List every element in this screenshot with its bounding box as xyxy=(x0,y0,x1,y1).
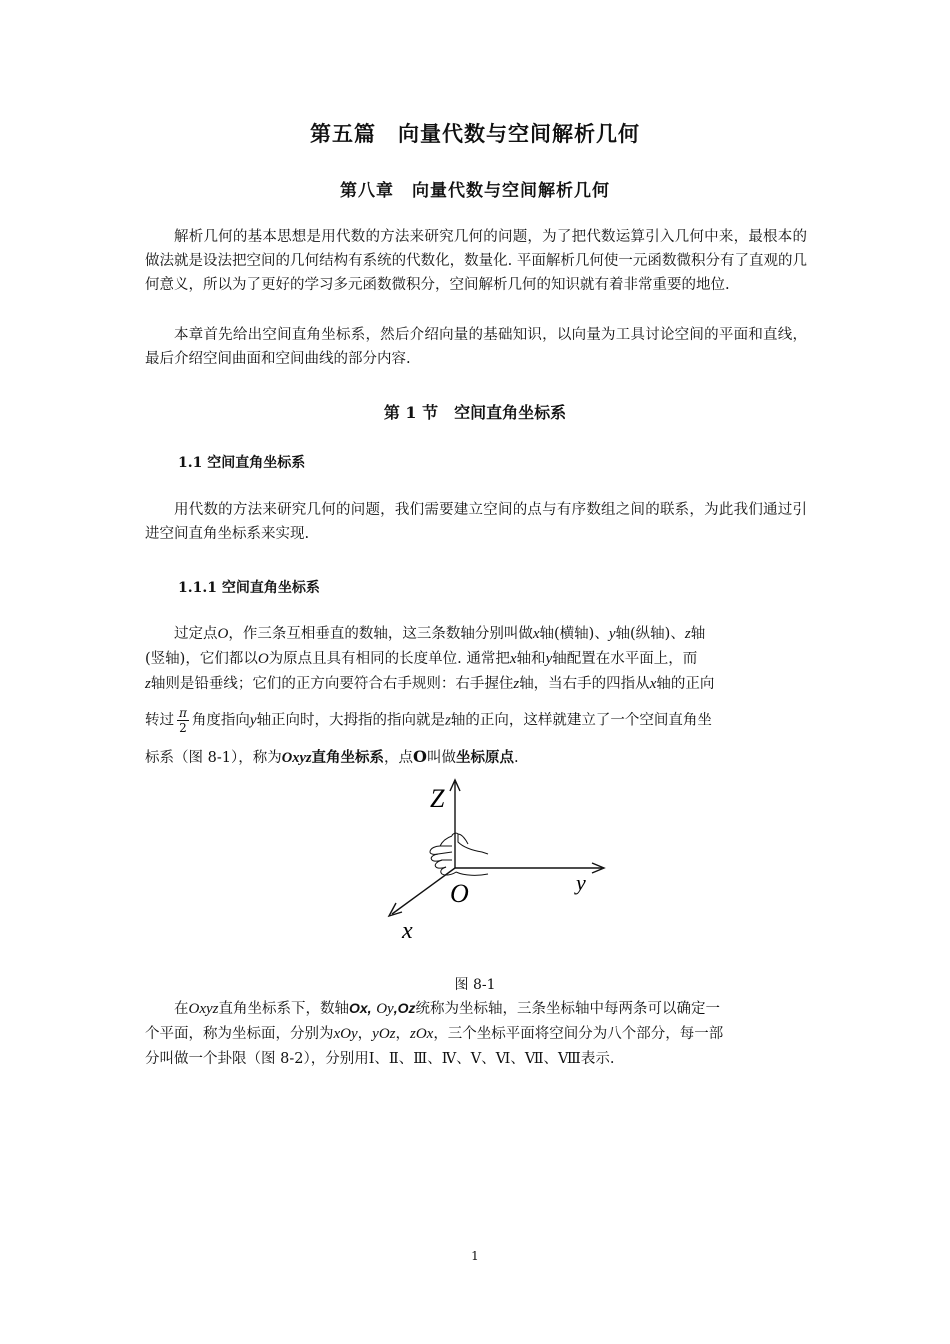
math-x: x xyxy=(532,626,540,642)
origin-label: O xyxy=(450,879,469,908)
part-title: 第五篇 向量代数与空间解析几何 xyxy=(310,121,640,146)
right-hand-icon xyxy=(430,833,488,875)
text-run: 为原点且具有相同的长度单位. 通常把 xyxy=(268,651,510,667)
math-Ox: Ox, xyxy=(349,1000,372,1016)
math-O: O xyxy=(257,651,269,667)
section-title: 第 1 节 空间直角坐标系 xyxy=(383,403,567,422)
math-zOx: zOx xyxy=(409,1026,434,1042)
page-number: 1 xyxy=(471,1249,479,1263)
math-z: z xyxy=(513,676,520,692)
math-x: x xyxy=(649,676,657,692)
text-run: . xyxy=(513,750,519,766)
para3-line-5 xyxy=(145,746,807,767)
para4-line-2 xyxy=(145,1022,807,1043)
subsection-paragraph: 用代数的方法来研究几何的问题，我们需要建立空间的点与有序数组之间的联系，为此我们通过引进空间直角坐标系来实现. xyxy=(145,502,807,542)
math-z: z xyxy=(145,676,151,692)
figure-caption: 图 8-1 xyxy=(454,977,496,993)
text-run: 过定点 xyxy=(174,626,218,642)
math-O: O xyxy=(217,626,229,642)
text-run: 轴(横轴)、 xyxy=(539,626,609,642)
math-y: y xyxy=(545,651,553,667)
text-run: (竖轴)，它们都以 xyxy=(145,651,258,667)
math-Oxyz-bold: Oxyz xyxy=(281,750,312,766)
text-run: 在 xyxy=(174,1001,189,1017)
para3-line-3 xyxy=(145,672,807,693)
para3-line-1 xyxy=(145,622,807,643)
text-run: 轴的正向，这样就建立了一个空间直角坐 xyxy=(450,712,712,729)
fraction-denominator: 2 xyxy=(179,721,187,735)
text-run: 轴的正向 xyxy=(656,676,715,692)
para3-line-4 xyxy=(145,706,807,735)
fraction-numerator: π xyxy=(179,706,187,720)
text-run: 轴则是铅垂线；它们的正方向要符合右手规则：右手握住 xyxy=(150,676,514,692)
math-y: y xyxy=(249,712,257,729)
intro-paragraph-1: 解析几何的基本思想是用代数的方法来研究几何的问题，为了把代数运算引入几何中来，最根本的做法就是设法把空间的几何结构有系统的代数化，数量化. 平面解析几何使一元函数微积分有了直观的几何意义，所以为了更好的学习多元函数微积分，空间解析几何的知识就有着非常重要的地位. xyxy=(145,229,807,293)
term-coordinate-system: 直角坐标系 xyxy=(311,749,385,766)
text-run: 直角坐标系下，数轴 xyxy=(218,1001,349,1017)
text-run: 轴和 xyxy=(516,651,546,667)
text-run: ， xyxy=(357,1026,373,1042)
para3-line-2 xyxy=(145,647,807,668)
math-x: x xyxy=(509,651,517,667)
text-run: 轴正向时，大拇指的指向就是 xyxy=(256,712,446,729)
text-run: 转过 xyxy=(145,712,174,729)
math-Oy: Oy xyxy=(376,1001,394,1017)
fraction-pi-over-2 xyxy=(177,706,189,735)
text-run: 叫做 xyxy=(426,750,456,766)
subsubsection-title: 1.1.1 空间直角坐标系 xyxy=(178,580,320,596)
text-run: 轴(纵轴)、 xyxy=(615,626,685,642)
para4-line-1 xyxy=(145,997,807,1018)
text-run: ，点 xyxy=(384,750,414,766)
term-origin: 坐标原点 xyxy=(455,749,514,766)
axis-label-z: Z xyxy=(430,784,445,813)
figure-8-1 xyxy=(370,772,620,950)
intro-paragraph-2: 本章首先给出空间直角坐标系，然后介绍向量的基础知识，以向量为工具讨论空间的平面和直线，最后介绍空间曲面和空间曲线的部分内容. xyxy=(145,327,807,367)
text-run: 轴配置在水平面上，而 xyxy=(552,651,698,667)
text-run: 角度指向 xyxy=(191,712,250,729)
text-run: 轴，当右手的四指从 xyxy=(519,676,650,692)
text-run: 个平面，称为坐标面，分别为 xyxy=(145,1026,334,1042)
para4-line-3: 分叫做一个卦限（图 8-2），分别用Ⅰ、Ⅱ、Ⅲ、Ⅳ、Ⅴ、Ⅵ、Ⅶ、Ⅷ表示. xyxy=(145,1051,615,1067)
text-run: 统称为坐标轴，三条坐标轴中每两条可以确定一 xyxy=(415,1001,720,1017)
text-run: ，作三条互相垂直的数轴，这三条数轴分别叫做 xyxy=(228,626,533,642)
text-run: ，三个坐标平面将空间分为八个部分，每一部 xyxy=(433,1026,724,1042)
math-yOz: yOz xyxy=(372,1026,396,1042)
axis-label-x: x xyxy=(402,918,413,944)
math-Oxyz: Oxyz xyxy=(188,1001,219,1017)
axis-label-y: y xyxy=(576,870,586,895)
math-y: y xyxy=(608,626,616,642)
math-Oz: ,Oz xyxy=(393,1000,416,1016)
text-run: 轴 xyxy=(690,626,706,642)
text-run: ， xyxy=(395,1026,410,1042)
chapter-title: 第八章 向量代数与空间解析几何 xyxy=(340,181,610,201)
text-run: 标系（图 8-1），称为 xyxy=(145,750,282,766)
math-O-bold: O xyxy=(413,747,427,766)
subsection-title: 1.1 空间直角坐标系 xyxy=(178,455,306,471)
math-xOy: xOy xyxy=(333,1026,358,1042)
math-z: z xyxy=(445,712,451,729)
math-z: z xyxy=(684,626,691,642)
x-arrowhead xyxy=(389,903,402,916)
